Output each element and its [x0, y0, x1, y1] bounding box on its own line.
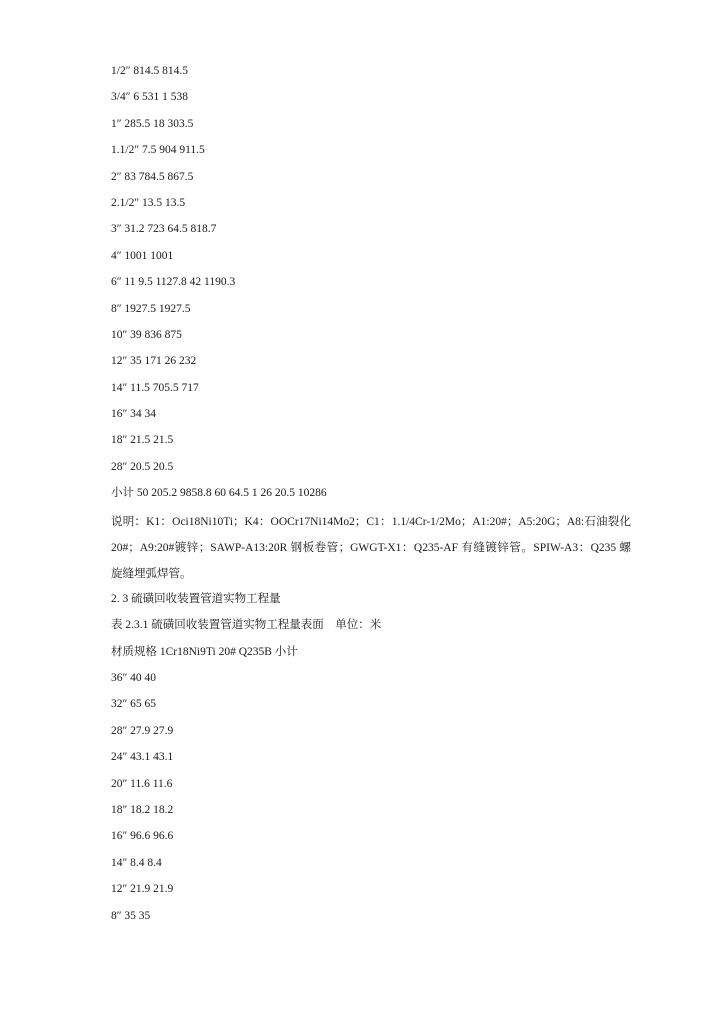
table-row: 14″ 11.5 705.5 717	[111, 381, 199, 394]
table-row: 10″ 39 836 875	[111, 328, 182, 341]
subtotal-row: 小计 50 205.2 9858.8 60 64.5 1 26 20.5 10286	[111, 487, 327, 500]
table-row: 1.1/2″ 7.5 904 911.5	[111, 144, 205, 157]
table-row: 20″ 11.6 11.6	[111, 777, 173, 790]
table-row: 1″ 285.5 18 303.5	[111, 117, 194, 130]
table-row: 18″ 21.5 21.5	[111, 434, 174, 447]
table-row: 1/2″ 814.5 814.5	[111, 65, 188, 77]
section-heading: 2. 3 硫磺回收装置管道实物工程量	[111, 592, 281, 605]
table-row: 2.1/2″ 13.5 13.5	[111, 196, 186, 209]
table-row: 3″ 31.2 723 64.5 818.7	[111, 223, 217, 236]
document-page	[111, 60, 631, 931]
table-row: 24″ 43.1 43.1	[111, 751, 174, 764]
table-row: 36″ 40 40	[111, 672, 157, 685]
table-row: 32″ 65 65	[111, 698, 157, 711]
table-row: 28″ 27.9 27.9	[111, 724, 174, 737]
table-row: 6″ 11 9.5 1127.8 42 1190.3	[111, 276, 236, 289]
pipe-quantity-list-2	[111, 667, 631, 931]
table-row: 16″ 96.6 96.6	[111, 830, 174, 843]
table-row: 12″ 21.9 21.9	[111, 883, 174, 896]
table-row: 28″ 20.5 20.5	[111, 460, 174, 473]
table-row: 18″ 18.2 18.2	[111, 803, 174, 816]
table-row: 2″ 83 784.5 867.5	[111, 170, 194, 183]
material-note: 说明：K1：Oci18Ni10Ti；K4：OOCr17Ni14Mo2；C1：1.1/4Cr-1/2Mo；A1:20#；A5:20G；A8:石油裂化 20#；A9:20#镀锌；SAWP-A13:20R 钢板卷管；GWGT-X1：Q235-AF 有缝镀锌管。SPIW-A3：Q235 螺旋缝埋弧焊管。	[111, 515, 631, 581]
pipe-quantity-list-1	[111, 60, 631, 509]
table-row: 4″ 1001 1001	[111, 249, 174, 262]
table-header: 材质规格 1Cr18Ni9Ti 20# Q235B 小计	[111, 645, 298, 658]
table-row: 8″ 1927.5 1927.5	[111, 302, 191, 315]
table-row: 16″ 34 34	[111, 408, 157, 421]
table-caption: 表 2.3.1 硫磺回收装置管道实物工程量表面 单位：米	[111, 619, 382, 632]
table-row: 14″ 8.4 8.4	[111, 856, 162, 869]
table-row: 8″ 35 35	[111, 909, 151, 922]
table-row: 3/4″ 6 531 1 538	[111, 91, 188, 104]
table-row: 12″ 35 171 26 232	[111, 355, 197, 368]
